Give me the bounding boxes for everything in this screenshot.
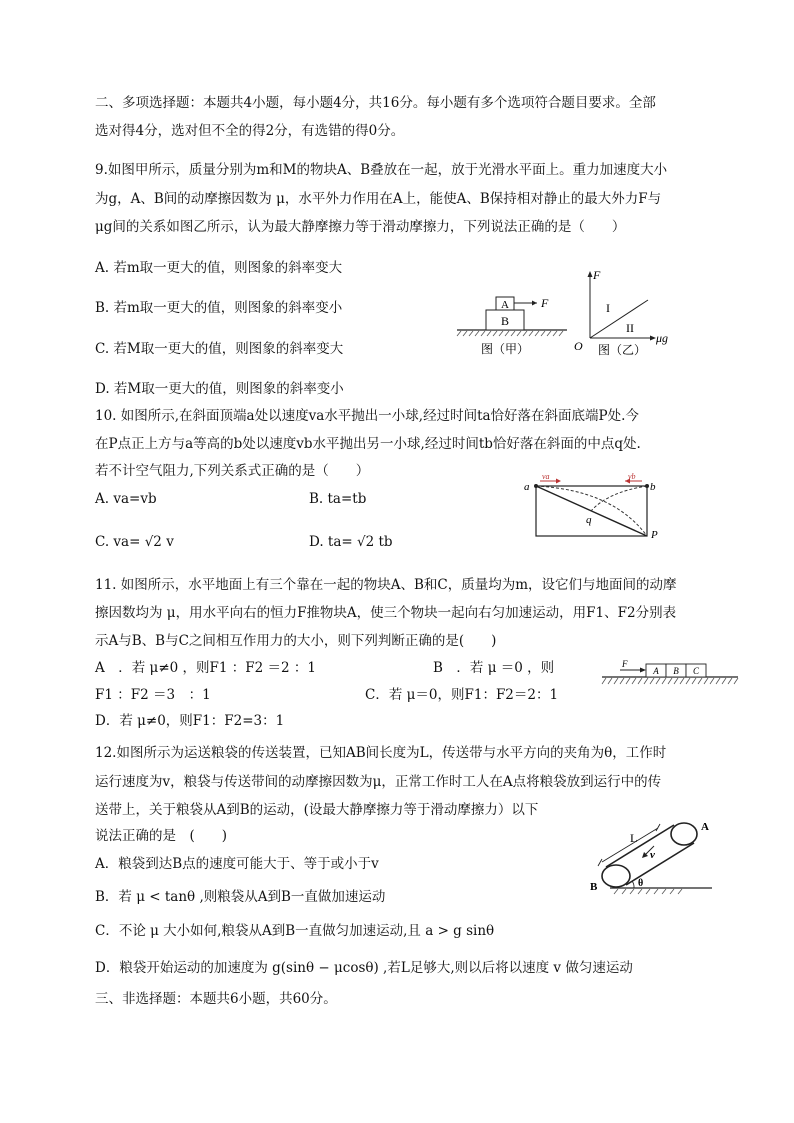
block-c-label: C [692,666,700,676]
q12-line4: 说法正确的是 ( ) [95,828,228,844]
point-a-label: A [701,821,709,833]
q10-option-b: B. ta=tb [309,491,367,507]
graph-line-1 [590,300,648,338]
q10-line1: 10. 如图所示,在斜面顶端a处以速度va水平抛出一小球,经过时间ta恰好落在斜面底端P处.今 [95,408,639,424]
q10-line2: 在P点正上方与a等高的b处以速度vb水平抛出另一小球,经过时间tb恰好落在斜面的中点q处. [95,436,641,452]
q11-option-c: C．若 μ＝0，则F1：F2＝2：1 [365,687,559,703]
section2-line2: 选对得4分，选对但不全的得2分，有选错的得0分。 [95,123,405,139]
q9-option-a: A. 若m取一更大的值，则图象的斜率变大 [95,260,343,276]
point-q-label: q [586,514,592,526]
q10-line3: 若不计空气阻力,下列关系式正确的是（ ） [95,463,370,479]
q10-option-c: C. va= √2 v [95,534,174,550]
q10-option-a: A. va=vb [95,491,157,507]
q9-option-d: D. 若M取一更大的值，则图象的斜率变小 [95,381,344,397]
va-label: va [542,472,550,481]
point-p-label: P [651,529,658,541]
q12-line1: 12.如图所示为运送粮袋的传送装置，已知AB间长度为L，传送带与水平方向的夹角为θ，工作时 [95,745,667,761]
vb-label: vb [628,472,636,481]
q9-figure-yi [568,266,678,360]
q9-option-b: B. 若m取一更大的值，则图象的斜率变小 [95,300,343,316]
fig-jia-caption: 图（甲） [481,342,530,356]
q11-option-b-end: F1 ：F2 ＝3 ：1 [95,687,211,703]
force-label: F [622,660,628,669]
belt-bottom [626,843,694,885]
q12-figure [588,810,728,900]
angle-arc [632,881,634,888]
q11-line3: 示A与B、B与C之间相互作用力的大小，则下列判断正确的是( ) [95,633,497,649]
y-axis-label: F [593,268,601,282]
fig-yi-caption: 图（乙） [598,343,647,357]
q12-option-a: A．粮袋到达B点的速度可能大于、等于或小于v [95,856,379,872]
angle-label: θ [638,878,644,889]
q12-option-c: C．不论 μ 大小如何,粮袋从A到B一直做匀加速运动,且 a > g sinθ [95,923,495,939]
q12-option-d: D．粮袋开始运动的加速度为 g(sinθ − μcosθ) ,若L足够大,则以后将以速度 v 做匀速运动 [95,960,633,976]
line-i-label: I [606,301,610,315]
point-b-label: B [590,881,598,893]
q11-figure [600,660,740,690]
section3-line1: 三、非选择题：本题共6小题，共60分。 [95,991,337,1007]
trajectory-b [591,486,647,511]
q9-line2: 为g，A、B间的动摩擦因数为 μ，水平外力作用在A上，能使A、B保持相对静止的最大外力F与 [95,191,662,207]
point-b-label: b [650,481,656,493]
length-label: L [630,831,638,845]
section2-line1: 二、多项选择题：本题共4小题，每小题4分，共16分。每小题有多个选项符合题目要求。全部 [95,95,656,111]
q11-line2: 擦因数均为 μ，用水平向右的恒力F推物块A，使三个物块一起向右匀加速运动，用F1、F2分别表 [95,605,677,621]
q9-line3: μg间的关系如图乙所示，认为最大静摩擦力等于滑动摩擦力，下列说法正确的是（ ） [95,219,626,235]
q12-option-b: B．若 μ < tanθ ,则粮袋从A到B一直做加速运动 [95,889,386,905]
roller-a [671,823,697,845]
roller-b [602,865,630,887]
q9-option-c: C. 若M取一更大的值，则图象的斜率变大 [95,341,344,357]
origin-label: O [574,339,583,353]
block-a-label: A [653,666,659,676]
block-a-label: A [501,299,509,311]
q10-figure [518,472,664,542]
q11-option-a: A ．若 μ≠0 ，则F1 ：F2 ＝2 ：1 [95,660,316,676]
line-ii-label: II [626,321,634,335]
q10-option-d: D. ta= √2 tb [309,534,393,550]
block-b-label: B [673,666,679,676]
force-label: F [541,296,549,310]
belt-top [606,825,674,867]
q9-line1: 9.如图甲所示，质量分别为m和M的物块A、B叠放在一起，放于光滑水平面上。重力加速度大小 [95,162,668,178]
q11-option-b-start: B ．若 μ ＝0 ，则 [433,660,555,676]
velocity-label: v [650,849,655,861]
point-a-label: a [524,481,530,493]
q9-figure-jia [455,290,570,360]
block-b-label: B [500,314,510,328]
q12-line3: 送带上，关于粮袋从A到B的运动，(设最大静摩擦力等于滑动摩擦力）以下 [95,802,539,818]
x-axis-label: μg [656,331,669,345]
q11-option-d: D．若 μ≠0，则F1：F2=3：1 [95,713,285,729]
q12-line2: 运行速度为v，粮袋与传送带间的动摩擦因数为μ，正常工作时工人在A点将粮袋放到运行中的传 [95,774,662,790]
q11-line1: 11. 如图所示，水平地面上有三个靠在一起的物块A、B和C，质量均为m，设它们与地面间的动摩 [95,577,677,593]
